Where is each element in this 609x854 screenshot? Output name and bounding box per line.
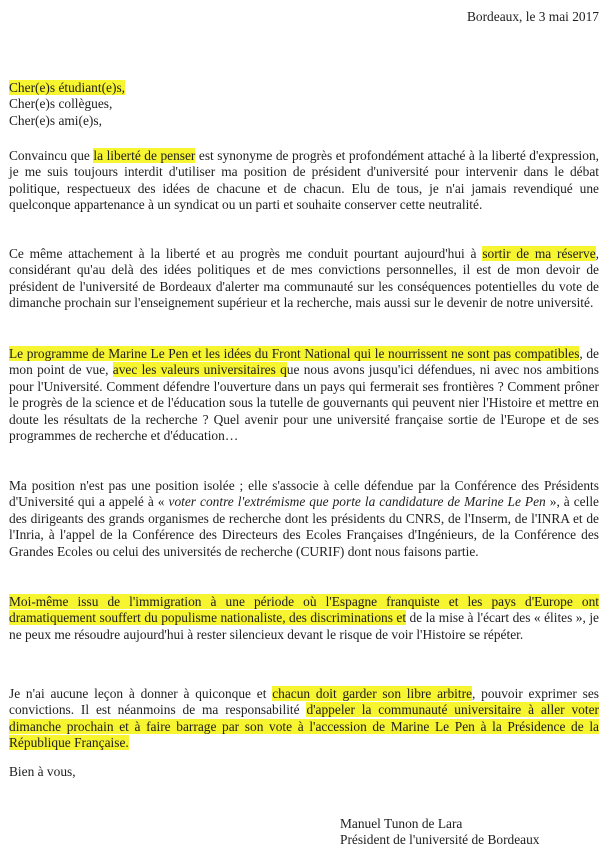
p3-text-a: , de mon point de vue, [9, 346, 600, 378]
p3-highlight-1: Le programme de Marine Le Pen et les idées du Front National qui le nourrissent ne sont pas compatibles [9, 346, 580, 361]
signature-title: Président de l'université de Bordeaux [340, 832, 540, 848]
signature-name: Manuel Tunon de Lara [340, 816, 463, 831]
paragraph-1 [9, 148, 599, 214]
p2-text-a: Ce même attachement à la liberté et au progrès me conduit pourtant aujourd'hui à [9, 246, 483, 261]
p5-highlight: Moi-même issu de l'immigration à une période où l'Espagne franquiste et les pays d'Europe ont dramatiquement souffert du populisme nationaliste, des discriminations et [9, 594, 599, 626]
p6-highlight-2: d'appeler la communauté universitaire à aller voter dimanche prochain et à faire barrage par son vote à l'accession de Marine Le Pen à la Présidence de la République Française. [9, 702, 600, 751]
greeting-line-colleagues: Cher(e)s collègues, [9, 96, 113, 112]
greeting [9, 80, 599, 129]
p1-text-b: est synonyme de progrès et profondément attaché à la liberté d'expression, je me suis toujours interdit d'utiliser ma position de président d'université pour intervenir dans le débat politique, respectueux des idées de chacune et de chacun. Elu de tous, je n'ai jamais revendiqué une quelconque appartenance à un syndicat ou un parti et souhaite conserver cette neutralité. [9, 148, 600, 213]
greeting-line-students: Cher(e)s étudiant(e)s, [9, 80, 126, 95]
signature [340, 816, 540, 849]
p4-text-b: », à celle des dirigeants des grands organismes de recherche dont les présidents du CNRS, de l'Inserm, de l'INRA et de l'Inria, à l'appel de la Conférence des Directeurs des Ecoles Françaises d'Ingénieurs, de la Conférence des Grandes Ecoles ou celui des universités de recherche (CURIF) dont nous faisons partie. [9, 494, 599, 559]
greeting-line-friends: Cher(e)s ami(e)s, [9, 112, 102, 128]
p4-text-a: Ma position n'est pas une position isolée ; elle s'associe à celle défendue par la Conférence des Présidents d'Université qui a appelé à « [9, 478, 599, 510]
p6-highlight-1: chacun doit garder son libre arbitre [272, 686, 473, 701]
p6-text-a: Je n'ai aucune leçon à donner à quiconque et [9, 686, 273, 701]
p4-quote: voter contre l'extrémisme que porte la candidature de Marine Le Pen [168, 494, 546, 510]
paragraph-5 [9, 594, 599, 643]
paragraph-3 [9, 346, 599, 444]
paragraph-4 [9, 478, 599, 560]
paragraph-6 [9, 686, 599, 752]
closing: Bien à vous, [9, 764, 76, 779]
p1-text-a: Convaincu que [9, 148, 94, 163]
paragraph-2 [9, 246, 599, 312]
p2-text-b: , considérant qu'au delà des idées politiques et de mes convictions personnelles, il est de mon devoir de président de l'université de Bordeaux d'alerter ma communauté sur les conséquences potentielles du vote de dimanche prochain sur l'enseignement supérieur et la recherche, mais aussi sur le devenir de notre université. [9, 246, 599, 311]
p6-text-b: , pouvoir exprimer ses convictions. Il est néanmoins de ma responsabilité [9, 686, 600, 718]
p3-highlight-2: avec les valeurs universitaires q [112, 362, 287, 378]
p2-highlight: sortir de ma réserve [482, 246, 596, 261]
letter-date: Bordeaux, le 3 mai 2017 [466, 9, 599, 24]
p5-text-b: de la mise à l'écart des « élites », je ne peux me résoudre aujourd'hui à rester silencieux devant le risque de voir l'Histoire se répéter. [9, 610, 599, 642]
p3-text-b: ue nous avons jusqu'ici défendues, ni avec nos ambitions pour l'Université. Comment défendre l'ouverture dans un pays qui fermerait ses frontières ? Comment prôner le progrès de la science et de l'éducation sous la tutelle de gouvernants qui peuvent nier l'Histoire et mettre en doute les résultats de la recherche ? Quel avenir pour une université française sortie de l'Europe et de ses programmes de recherche et d'éducation… [9, 362, 600, 444]
p1-highlight: la liberté de penser [93, 148, 196, 163]
